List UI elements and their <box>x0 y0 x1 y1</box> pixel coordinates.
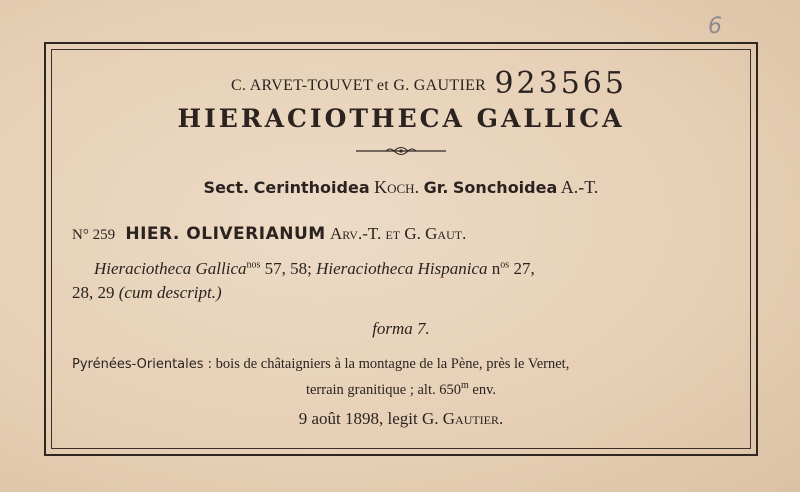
ref2-nos: n <box>491 259 501 278</box>
species-name: HIER. OLIVERIANUM <box>125 224 326 244</box>
references-line-2 <box>72 283 222 303</box>
species-number: N° 259 <box>72 227 116 243</box>
sect-prefix: Sect. <box>203 178 250 197</box>
locality-description: bois de châtaigniers à la montagne de la Pène, près le Vernet, <box>215 356 570 372</box>
classification-line <box>46 177 756 198</box>
authors-line <box>231 66 627 101</box>
ref1-nos: nos <box>246 259 261 271</box>
authors-text: C. ARVET-TOUVET et G. GAUTIER <box>231 77 487 94</box>
locality-line-1 <box>72 356 569 373</box>
gr-name: Sonchoidea <box>452 178 558 197</box>
collection-date: 9 août 1898, legit <box>298 409 418 428</box>
ref1-nums: 57, 58; <box>264 259 312 278</box>
gr-prefix: Gr. <box>423 178 449 197</box>
ref2-more-nums: 28, 29 <box>72 283 115 302</box>
forma-line: forma 7. <box>372 319 430 338</box>
references-line-1 <box>94 259 535 279</box>
altitude-unit: m <box>461 380 469 391</box>
specimen-number: 923565 <box>494 66 627 101</box>
label-frame <box>44 42 758 456</box>
collection-line <box>46 409 756 429</box>
species-line <box>72 224 466 244</box>
sect-author: Koch. <box>374 177 420 197</box>
ref2-sup: os <box>500 259 510 271</box>
ornament-divider-icon <box>356 144 446 158</box>
label-content <box>46 44 756 454</box>
ref2-work: Hieraciotheca Hispanica <box>316 259 488 278</box>
pencil-mark: 6 <box>708 14 722 39</box>
collection-title: HIERACIOTHECA GALLICA <box>177 104 625 133</box>
sect-name: Cerinthoidea <box>253 178 370 197</box>
locality-line-2 <box>46 380 756 399</box>
ref1-work: Hieraciotheca Gallica <box>94 259 247 278</box>
species-author: Arv.-T. et G. Gaut. <box>329 224 467 243</box>
ref-note: (cum descript.) <box>118 283 222 302</box>
collector-name: G. Gautier. <box>421 409 504 428</box>
locality-terrain: terrain granitique ; alt. 650 <box>305 381 461 398</box>
gr-author: A.-T. <box>560 177 599 197</box>
ref2-nums: 27, <box>513 259 535 278</box>
locality-region: Pyrénées-Orientales : <box>72 357 213 372</box>
altitude-approx: env. <box>472 381 497 398</box>
